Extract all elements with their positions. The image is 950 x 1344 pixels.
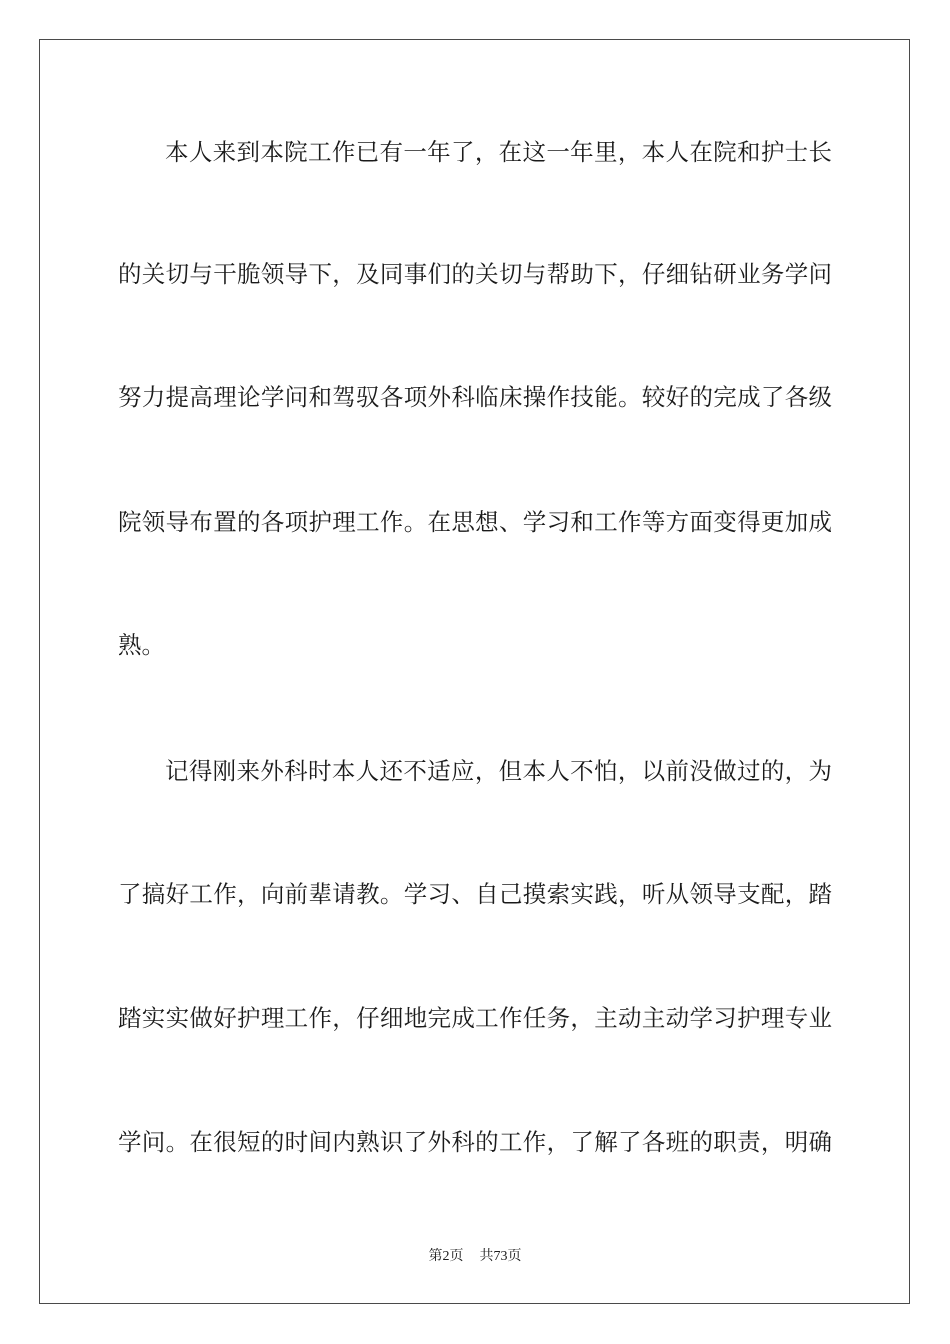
paragraph-1-line-5: 熟。 xyxy=(118,631,165,659)
page-footer xyxy=(0,1245,950,1265)
paragraph-1-line-4: 院领导布置的各项护理工作。在思想、学习和工作等方面变得更加成 xyxy=(118,508,832,536)
paragraph-2-line-3: 踏实实做好护理工作，仔细地完成工作任务，主动主动学习护理专业 xyxy=(118,1004,832,1032)
paragraph-2-line-1: 记得刚来外科时本人还不适应，但本人不怕，以前没做过的，为 xyxy=(165,757,832,785)
paragraph-2-line-4: 学问。在很短的时间内熟识了外科的工作，了解了各班的职责，明确 xyxy=(118,1128,832,1156)
paragraph-2-line-2: 了搞好工作，向前辈请教。学习、自己摸索实践，听从领导支配，踏 xyxy=(118,880,832,908)
paragraph-1-line-3: 努力提高理论学问和驾驭各项外科临床操作技能。较好的完成了各级 xyxy=(118,383,832,411)
paragraph-1-line-2: 的关切与干脆领导下，及同事们的关切与帮助下，仔细钻研业务学问 xyxy=(118,260,832,288)
total-pages: 共73页 xyxy=(479,1249,522,1264)
page-frame xyxy=(39,39,910,1304)
page-number: 第2页 xyxy=(428,1249,464,1264)
paragraph-1-line-1: 本人来到本院工作已有一年了，在这一年里，本人在院和护士长 xyxy=(165,138,832,166)
